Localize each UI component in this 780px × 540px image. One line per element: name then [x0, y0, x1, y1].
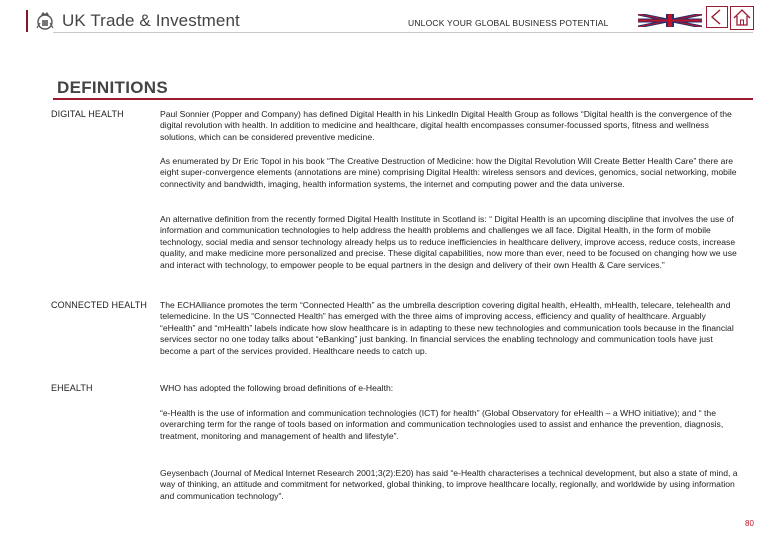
digital-health-paragraph-1: Paul Sonnier (Popper and Company) has defined Digital Health in his LinkedIn Digital Health Group as follows “Digital health is the convergence of the digital revolution with health. In addition to medicine and healthcare, digital health encompasses consumer-focussed sports, fitness and wellness solutions, which can be considered preventive medicine. [160, 109, 732, 142]
ehealth-paragraph-2: “e-Health is the use of information and communication technologies (ICT) for health” (Global Observatory for eHealth – a WHO initiative); and “ the overarching term for the range of tools based on information and communication technologies used to assist and enhance the prevention, diagnosis, treatment, monitoring and management of health and lifestyle”. [160, 408, 724, 441]
title-underline [53, 98, 753, 100]
back-arrow-icon [707, 7, 727, 27]
home-button[interactable] [730, 6, 754, 30]
union-flag-icon [638, 14, 702, 27]
page-title: DEFINITIONS [57, 78, 168, 97]
header [0, 0, 780, 44]
term-digital-health: DIGITAL HEALTH [51, 109, 124, 119]
digital-health-paragraph-3: An alternative definition from the recently formed Digital Health Institute in Scotland is: “ Digital Health is an upcoming discipline that involves the use of information and communication technologies to help address the health problems and challenges we all face. Digital Health, in the form of mobile technology, social media and sensor technology already helps us to reduce inefficiencies in healthcare delivery, improve access, reduce costs, increase quality, and make medicine more personalized and precise. These digital capabilities, now more than ever, need to be focused on changing how we use and interact with technology, to empower people to be equal partners in the design and delivery of their own Health & Care services.” [160, 214, 737, 270]
digital-health-paragraph-2: As enumerated by Dr Eric Topol in his book “The Creative Destruction of Medicine: how the Digital Revolution Will Create Better Health Care” there are eight super-convergence elements (annotations are mine) comprising Digital Health: wireless sensors and devices, genomics, social networking, mobile connectivity and bandwidth, imaging, health information systems, the internet and computing power and the data universe. [160, 156, 737, 189]
home-icon [731, 7, 753, 29]
logo-divider [26, 10, 28, 32]
logo[interactable] [26, 10, 240, 32]
term-ehealth: EHEALTH [51, 383, 93, 393]
royal-crest-icon [34, 10, 56, 32]
back-button[interactable] [706, 6, 728, 28]
header-divider [53, 32, 753, 33]
tagline: UNLOCK YOUR GLOBAL BUSINESS POTENTIAL [408, 18, 609, 28]
connected-health-paragraph: The ECHAlliance promotes the term “Connected Health” as the umbrella description covering digital health, eHealth, mHealth, telecare, telehealth and telemedicine. In the US “Connected Health” has emerged with the three aims of improving access, efficiency and quality of healthcare. Arguably “eHealth” and “mHealth” labels indicate how slow healthcare is in adapting to these new technologies and communication tools because in the financial services sector no one today talks about “eBanking” just banking. In financial services the enabling technology and communication tools have just become a part of the services provided. Healthcare needs to catch up. [160, 300, 734, 356]
page-number: 80 [745, 519, 754, 528]
title-block [57, 78, 753, 98]
ehealth-paragraph-1: WHO has adopted the following broad definitions of e-Health: [160, 383, 394, 393]
ehealth-paragraph-3: Geysenbach (Journal of Medical Internet Research 2001;3(2):E20) has said “e-Health characterises a technical development, but also a state of mind, a way of thinking, an attitude and commitment for networked, global thinking, to improve healthcare locally, regionally, and worldwide by using information and communication technology”. [160, 468, 738, 501]
term-connected-health: CONNECTED HEALTH [51, 300, 147, 310]
brand-name: UK Trade & Investment [62, 11, 240, 30]
